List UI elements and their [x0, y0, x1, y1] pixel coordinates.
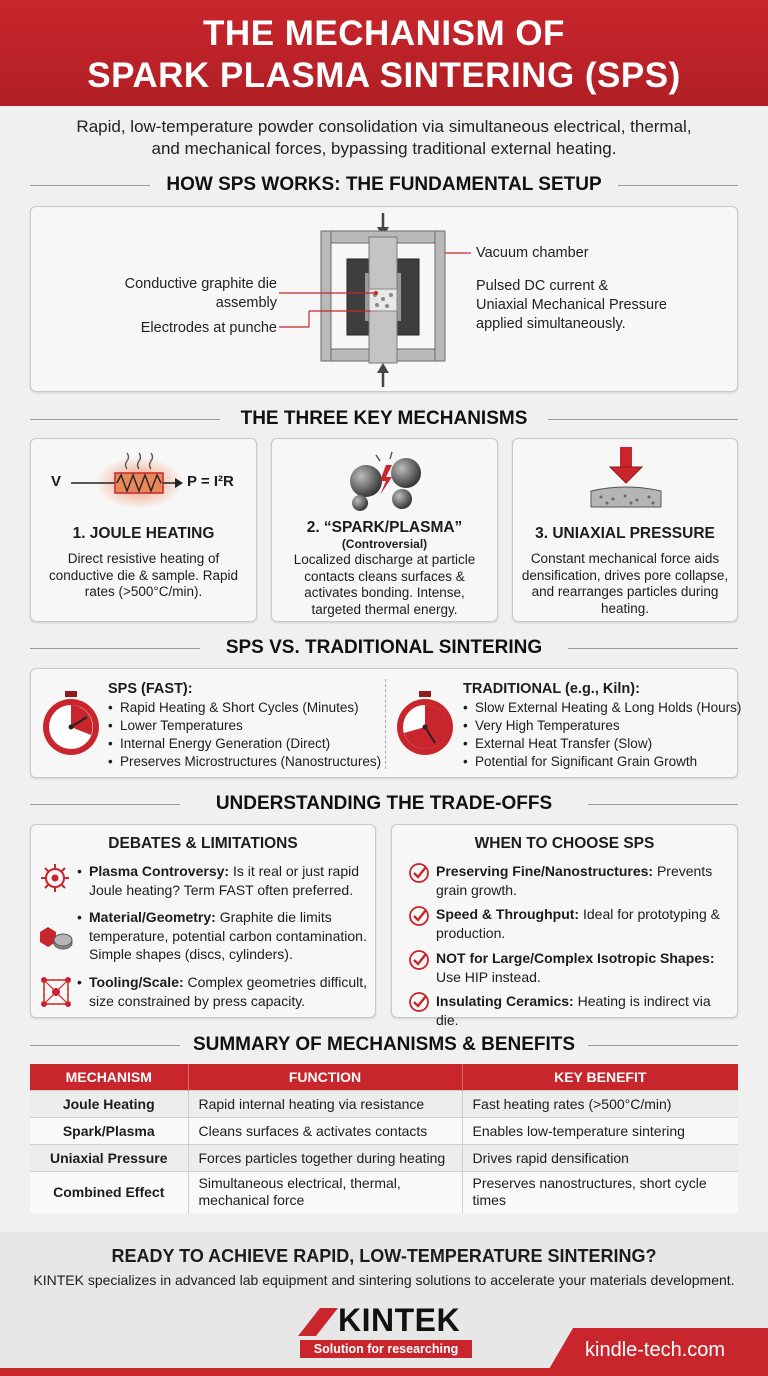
when-title: WHEN TO CHOOSE SPS [474, 835, 655, 852]
limitation-item: Material/Geometry: Graphite die limits temperature, potential carbon contamination. Simple shapes (discs, cylinders). [89, 909, 367, 962]
divider [588, 1045, 738, 1046]
list-item: • Preserves Microstructures (Nanostructures) [108, 753, 381, 771]
list-item: • Very High Temperatures [463, 717, 741, 735]
table-cell: Fast heating rates (>500°C/min) [462, 1090, 738, 1117]
material-shapes-icon [39, 923, 73, 953]
limitation-item: Plasma Controversy: Is it real or just rapid Joule heating? Term FAST often preferred. [89, 863, 359, 898]
divider [548, 419, 738, 420]
table-row [30, 1144, 738, 1171]
mechanism-card-pressure [512, 438, 738, 622]
table-row [30, 1090, 738, 1117]
page-title-line2: SPARK PLASMA SINTERING (SPS) [87, 56, 681, 95]
list-item: • Rapid Heating & Short Cycles (Minutes) [108, 699, 381, 717]
column-header: KEY BENEFIT [462, 1064, 738, 1090]
setup-section-title: HOW SPS WORKS: THE FUNDAMENTAL SETUP [30, 174, 738, 196]
column-header: FUNCTION [188, 1064, 462, 1090]
voltage-label: V [51, 473, 62, 490]
fast-stopwatch-icon [41, 689, 105, 759]
divider [30, 419, 220, 420]
label-electrodes: Electrodes at punche [140, 320, 277, 336]
bottom-strip [0, 1368, 768, 1376]
list-item: • Lower Temperatures [108, 717, 381, 735]
list-item: • Slow External Heating & Long Holds (Hours) [463, 699, 741, 717]
header-banner [0, 0, 768, 106]
check-icon [408, 905, 430, 927]
when-item: NOT for Large/Complex Isotropic Shapes: Use HIP instead. [436, 950, 715, 985]
subtitle-line2: and mechanical forces, bypassing traditional external heating. [151, 139, 617, 158]
column-header: MECHANISM [30, 1064, 188, 1090]
brand-logo: KINTEK [338, 1302, 461, 1338]
summary-table [30, 1064, 738, 1213]
limitations-box: DEBATES & LIMITATIONS • Plasma Controversy: Is it real or just rapid Joule heating? Term FAST often preferred. • Material/Geometry: Graphite die limits temperature, potential carbon contamination. Simple shapes (discs, cylinders). • Tooling/Scale: Complex geometries difficult, size constrained by press capacity. [30, 824, 376, 1018]
sps-column-title: SPS (FAST): [108, 681, 193, 697]
table-cell: Combined Effect [30, 1171, 188, 1213]
kintek-logo-mark-icon [298, 1308, 338, 1340]
summary-section-title: SUMMARY OF MECHANISMS & BENEFITS [30, 1034, 738, 1056]
check-icon [408, 949, 430, 971]
list-item: • Potential for Significant Grain Growth [463, 753, 741, 771]
sps-feature-list [108, 699, 381, 771]
table-row [30, 1117, 738, 1144]
pressure-arrow-icon [513, 439, 739, 519]
table-cell: Rapid internal heating via resistance [188, 1090, 462, 1117]
mechanism-card-joule [30, 438, 257, 622]
limitation-item: Tooling/Scale: Complex geometries difficult, size constrained by press capacity. [89, 974, 368, 1009]
when-item: Speed & Throughput: Ideal for prototyping & production. [436, 906, 720, 941]
slow-stopwatch-icon [395, 689, 459, 759]
check-icon [408, 991, 430, 1013]
table-cell: Cleans surfaces & activates contacts [188, 1117, 462, 1144]
page-subtitle [30, 116, 738, 160]
mechanism-card-spark [271, 438, 498, 622]
footer-url-link[interactable]: kindle-tech.com [585, 1339, 726, 1361]
cta-text: KINTEK specializes in advanced lab equipment and sintering solutions to accelerate your materials development. [33, 1272, 735, 1288]
subtitle-line1: Rapid, low-temperature powder consolidation via simultaneous electrical, thermal, [76, 117, 692, 136]
table-cell: Preserves nanostructures, short cycle times [462, 1171, 738, 1213]
table-cell: Forces particles together during heating [188, 1144, 462, 1171]
mechanism-title: 2. “SPARK/PLASMA” [306, 519, 463, 536]
divider [30, 185, 150, 186]
tradeoffs-section-title: UNDERSTANDING THE TRADE-OFFS [30, 793, 738, 815]
label-vacuum-chamber: Vacuum chamber [476, 245, 589, 261]
table-row [30, 1171, 738, 1213]
table-header-row [30, 1064, 738, 1090]
limitations-title: DEBATES & LIMITATIONS [108, 835, 298, 852]
comparison-box [30, 668, 742, 778]
when-item: Preserving Fine/Nanostructures: Prevents grain growth. [436, 863, 713, 898]
table-cell: Spark/Plasma [30, 1117, 188, 1144]
setup-description: Pulsed DC current & Uniaxial Mechanical Pressure applied simultaneously. [476, 278, 667, 332]
table-cell: Enables low-temperature sintering [462, 1117, 738, 1144]
mechanism-subtitle: (Controversial) [341, 537, 428, 551]
mechanisms-section-title: THE THREE KEY MECHANISMS [30, 408, 738, 430]
power-equation: P = I²R [187, 473, 234, 490]
when-to-choose-box [391, 824, 738, 1028]
divider [618, 185, 738, 186]
table-cell: Drives rapid densification [462, 1144, 738, 1171]
setup-box [30, 206, 738, 392]
mechanism-title: 3. UNIAXIAL PRESSURE [535, 525, 715, 542]
table-cell: Joule Heating [30, 1090, 188, 1117]
list-item: • Internal Energy Generation (Direct) [108, 735, 381, 753]
list-item: • External Heat Transfer (Slow) [463, 735, 741, 753]
label-die: Conductive graphite die assembly [124, 276, 277, 311]
mechanism-desc: Localized discharge at particle contacts cleans surfaces & activates bonding. Intense, targeted thermal energy. [293, 552, 476, 617]
brand-tagline: Solution for researching [300, 1340, 472, 1358]
comparison-section-title: SPS VS. TRADITIONAL SINTERING [30, 637, 738, 659]
mechanism-desc: Constant mechanical force aids densification, drives pore collapse, and rearranges particles during heating. [521, 551, 729, 616]
plasma-gear-icon [40, 863, 70, 893]
divider [568, 648, 738, 649]
divider [30, 1045, 180, 1046]
mechanism-desc: Direct resistive heating of conductive die & sample. Rapid rates (>500°C/min). [48, 551, 239, 599]
column-divider [385, 679, 386, 769]
check-icon [408, 862, 430, 884]
spark-particles-icon [272, 439, 499, 519]
divider [30, 648, 200, 649]
table-cell: Uniaxial Pressure [30, 1144, 188, 1171]
tooling-nodes-icon [41, 977, 71, 1007]
when-item: Insulating Ceramics: Heating is indirect via die. [436, 993, 711, 1028]
traditional-feature-list [463, 699, 741, 771]
page-title-line1: THE MECHANISM OF [203, 14, 565, 53]
divider [30, 804, 180, 805]
divider [588, 804, 738, 805]
mechanism-title: 1. JOULE HEATING [72, 525, 215, 542]
table-cell: Simultaneous electrical, thermal, mechanical force [188, 1171, 462, 1213]
traditional-column-title: TRADITIONAL (e.g., Kiln): [463, 681, 640, 697]
cta-title: READY TO ACHIEVE RAPID, LOW-TEMPERATURE SINTERING? [111, 1246, 657, 1266]
